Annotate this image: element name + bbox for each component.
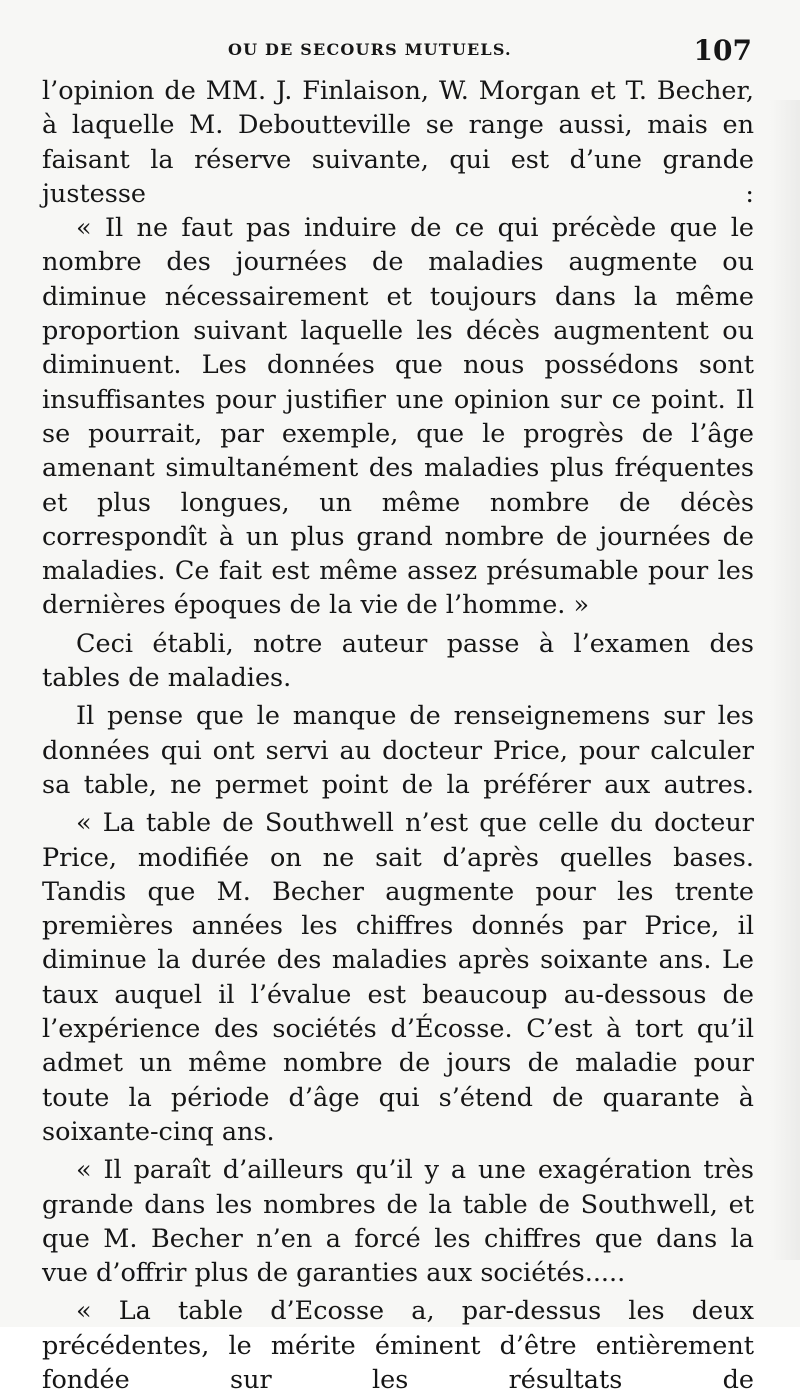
paragraph-quote-journees: « Il ne faut pas induire de ce qui précède que le nombre des journées de maladies augmente ou diminue nécessairement et toujours dans la même proportion suivant laquelle les décès augmentent ou diminuent. Les données que nous possédons sont insuffisantes pour justifier une opinion sur ce point. Il se pourrait, par exemple, que le progrès de l’âge amenant simultanément des maladies plus fréquentes et plus longues, un même nombre de décès correspondît à un plus grand nombre de journées de maladies. Ce fait est même assez présumable pour les dernières époques de la vie de l’homme. » bbox=[42, 213, 754, 621]
paragraph-continuation: l’opinion de MM. J. Finlaison, W. Morgan et T. Becher, à laquelle M. Deboutteville se range aussi, mais en faisant la réserve suivante, qui est d’une grande justesse : bbox=[42, 76, 754, 209]
page-header bbox=[0, 34, 800, 70]
page-shadow bbox=[770, 100, 800, 1260]
paragraph-southwell: « La table de Southwell n’est que celle du docteur Price, modifiée on ne sait d’après quelles bases. Tandis que M. Becher augmente pour les trente premières années les chiffres donnés par Price, il diminue la durée des maladies après soixante ans. Le taux auquel il l’évalue est beaucoup au-dessous de l’expérience des sociétés d’Écosse. C’est à tort qu’il admet un même nombre de jours de maladie pour toute la période d’âge qui s’étend de quarante à soixante-cinq ans. bbox=[42, 808, 754, 1147]
paragraph-ecosse: « La table d’Ecosse a, par-dessus les deux précédentes, le mérite éminent d’être entièrement fondée sur les résultats de bbox=[42, 1296, 754, 1395]
paragraph-exageration: « Il paraît d’ailleurs qu’il y a une exagération très grande dans les nombres de la table de Southwell, et que M. Becher n’en a forcé les chiffres que dans la vue d’offrir plus de garanties aux sociétés..... bbox=[42, 1155, 754, 1289]
page-number: 107 bbox=[693, 34, 752, 67]
running-title: OU DE SECOURS MUTUELS. bbox=[228, 40, 512, 59]
paragraph-ceci-etabli: Ceci établi, notre auteur passe à l’examen des tables de maladies. bbox=[42, 628, 754, 694]
page-body bbox=[42, 74, 754, 1397]
paragraph-price: Il pense que le manque de renseignemens sur les données qui ont servi au docteur Price, pour calculer sa table, ne permet point de la préférer aux autres. bbox=[42, 701, 754, 800]
